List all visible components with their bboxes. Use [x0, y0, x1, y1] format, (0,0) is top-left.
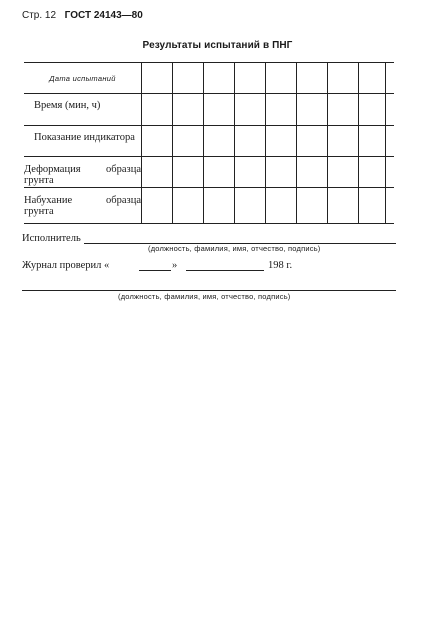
table-column-rule — [296, 62, 297, 224]
executor-label: Исполнитель — [22, 233, 81, 244]
row-label-date: Дата испытаний — [49, 74, 116, 83]
journal-month-line[interactable] — [186, 270, 264, 271]
table-column-rule — [265, 62, 266, 224]
table-rule-top — [24, 62, 394, 63]
table-column-rule — [141, 62, 142, 224]
page-number: Стр. 12 — [22, 10, 57, 21]
document-title: Результаты испытаний в ПНГ — [142, 40, 293, 51]
row-label-time: Время (мин, ч) — [34, 100, 101, 111]
table-column-rule — [203, 62, 204, 224]
table-rule — [24, 156, 394, 157]
table-column-rule — [385, 62, 386, 224]
table-rule — [24, 93, 394, 94]
executor-hint: (должность, фамилия, имя, отчество, подпись) — [148, 244, 321, 253]
table-rule — [24, 125, 394, 126]
page-header — [22, 10, 143, 21]
journal-label: Журнал проверил « — [22, 260, 110, 271]
row-label-indicator: Показание индикатора — [34, 132, 135, 143]
row-label-swelling: Набухание образца грунта — [24, 195, 141, 217]
table-column-rule — [172, 62, 173, 224]
checker-signature-line[interactable] — [22, 290, 396, 291]
table-column-rule — [358, 62, 359, 224]
journal-day-line[interactable] — [139, 270, 171, 271]
results-table — [24, 62, 394, 224]
table-rule-bottom — [24, 223, 394, 224]
checker-hint: (должность, фамилия, имя, отчество, подпись) — [118, 292, 291, 301]
table-column-rule — [234, 62, 235, 224]
row-label-deformation: Деформация образца грунта — [24, 164, 141, 186]
table-rule — [24, 187, 394, 188]
table-column-rule — [327, 62, 328, 224]
journal-year: 198 г. — [268, 260, 293, 271]
journal-quote-close: » — [172, 260, 178, 271]
standard-code: ГОСТ 24143—80 — [64, 10, 143, 21]
